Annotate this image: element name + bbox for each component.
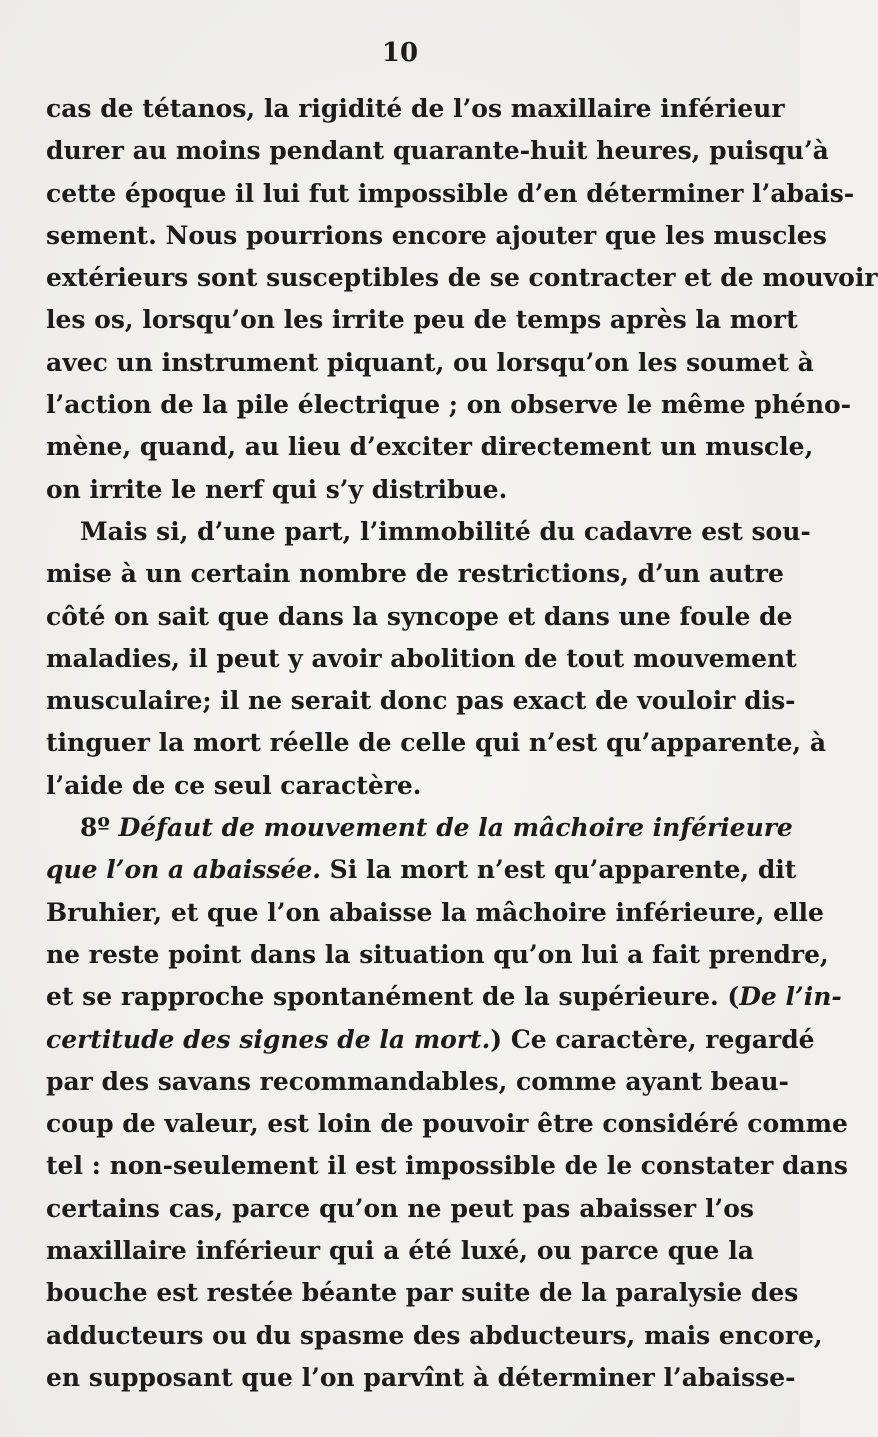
text-line (46, 765, 754, 807)
text-line (46, 88, 785, 130)
text-segment: côté on sait que dans la syncope et dans une foule de (46, 601, 793, 631)
text-line (46, 1230, 754, 1272)
text-segment: extérieurs sont susceptibles de se contracter et de mouvoir (46, 263, 878, 293)
page-number: 10 (381, 38, 419, 68)
text-segment: ) Ce caractère, regardé (490, 1024, 815, 1054)
text-segment: cas de tétanos, la rigidité de l’os maxillaire inférieur (46, 94, 785, 123)
text-segment: l’aide de ce seul caractère. (46, 770, 422, 800)
text-segment: durer au moins pendant quarante-huit heures, puisqu’à (46, 136, 829, 166)
text-segment: mise à un certain nombre de restrictions, d’un autre (46, 559, 784, 589)
text-line (46, 807, 793, 849)
text-line (46, 1145, 848, 1187)
text-line (46, 342, 814, 384)
text-segment: cette époque il lui fut impossible d’en déterminer l’abais- (46, 178, 855, 208)
text-segment: coup de valeur, est loin de pouvoir être considéré comme (46, 1109, 848, 1139)
text-line (46, 511, 811, 553)
text-segment: avec un instrument piquant, ou lorsqu’on les soumet à (46, 347, 814, 377)
text-line (46, 722, 827, 764)
text-segment: Mais si, d’une part, l’immobilité du cadavre est sou- (80, 516, 811, 546)
text-line (46, 892, 824, 934)
text-line (46, 384, 852, 426)
text-line (46, 934, 829, 976)
italic-text: certitude des signes de la mort. (46, 1024, 491, 1054)
text-segment: les os, lorsqu’on les irrite peu de temps après la mort (46, 305, 798, 335)
italic-text: que l’on a abaissée. (46, 855, 321, 885)
text-segment: Bruhier, et que l’on abaisse la mâchoire inférieure, elle (46, 897, 824, 927)
text-segment: on irrite le nerf qui s’y distribue. (46, 474, 508, 504)
text-line (46, 1188, 754, 1230)
text-line (46, 596, 793, 638)
text-line (46, 1272, 799, 1314)
italic-text: De l’in- (739, 982, 842, 1012)
text-segment: bouche est restée béante par suite de la paralysie des (46, 1278, 799, 1308)
text-segment: par des savans recommandables, comme ayant beau- (46, 1066, 789, 1096)
text-segment: mène, quand, au lieu d’exciter directement un muscle, (46, 432, 814, 462)
text-line (46, 849, 797, 891)
text-segment: tinguer la mort réelle de celle qui n’est qu’apparente, à (46, 728, 827, 758)
text-line (46, 1061, 789, 1103)
text-segment: en supposant que l’on parvînt à déterminer l’abaisse- (46, 1362, 796, 1392)
italic-text: Défaut de mouvement de la mâchoire inférieure (118, 813, 793, 843)
text-line (46, 426, 814, 468)
text-line (46, 469, 754, 511)
text-line (46, 1103, 848, 1145)
text-segment: musculaire; il ne serait donc pas exact de vouloir dis- (46, 686, 796, 716)
text-segment: maxillaire inférieur qui a été luxé, ou parce que la (46, 1236, 754, 1266)
text-line (46, 1315, 823, 1357)
text-line (46, 1019, 815, 1061)
text-segment: 8º (80, 813, 119, 843)
text-segment: ne reste point dans la situation qu’on lui a fait prendre, (46, 939, 829, 969)
text-segment: certains cas, parce qu’on ne peut pas abaisser l’os (46, 1193, 754, 1223)
text-segment: maladies, il peut y avoir abolition de tout mouvement (46, 643, 797, 673)
text-segment: l’action de la pile électrique ; on observe le même phéno- (46, 390, 852, 420)
text-line (46, 1357, 796, 1399)
text-line (46, 130, 829, 172)
text-line (46, 976, 842, 1018)
body-text (46, 88, 878, 1399)
text-line (46, 257, 878, 299)
text-line (46, 215, 827, 257)
text-line (46, 553, 784, 595)
text-segment: et se rapproche spontanément de la supérieure. ( (46, 982, 740, 1012)
text-line (46, 638, 797, 680)
text-line (46, 680, 796, 722)
text-segment: sement. Nous pourrions encore ajouter que les muscles (46, 220, 827, 250)
text-segment: Si la mort n’est qu’apparente, dit (320, 855, 797, 885)
text-segment: adducteurs ou du spasme des abducteurs, mais encore, (46, 1320, 823, 1350)
text-segment: tel : non-seulement il est impossible de le constater dans (46, 1151, 848, 1181)
text-line (46, 173, 855, 215)
text-line (46, 299, 798, 341)
